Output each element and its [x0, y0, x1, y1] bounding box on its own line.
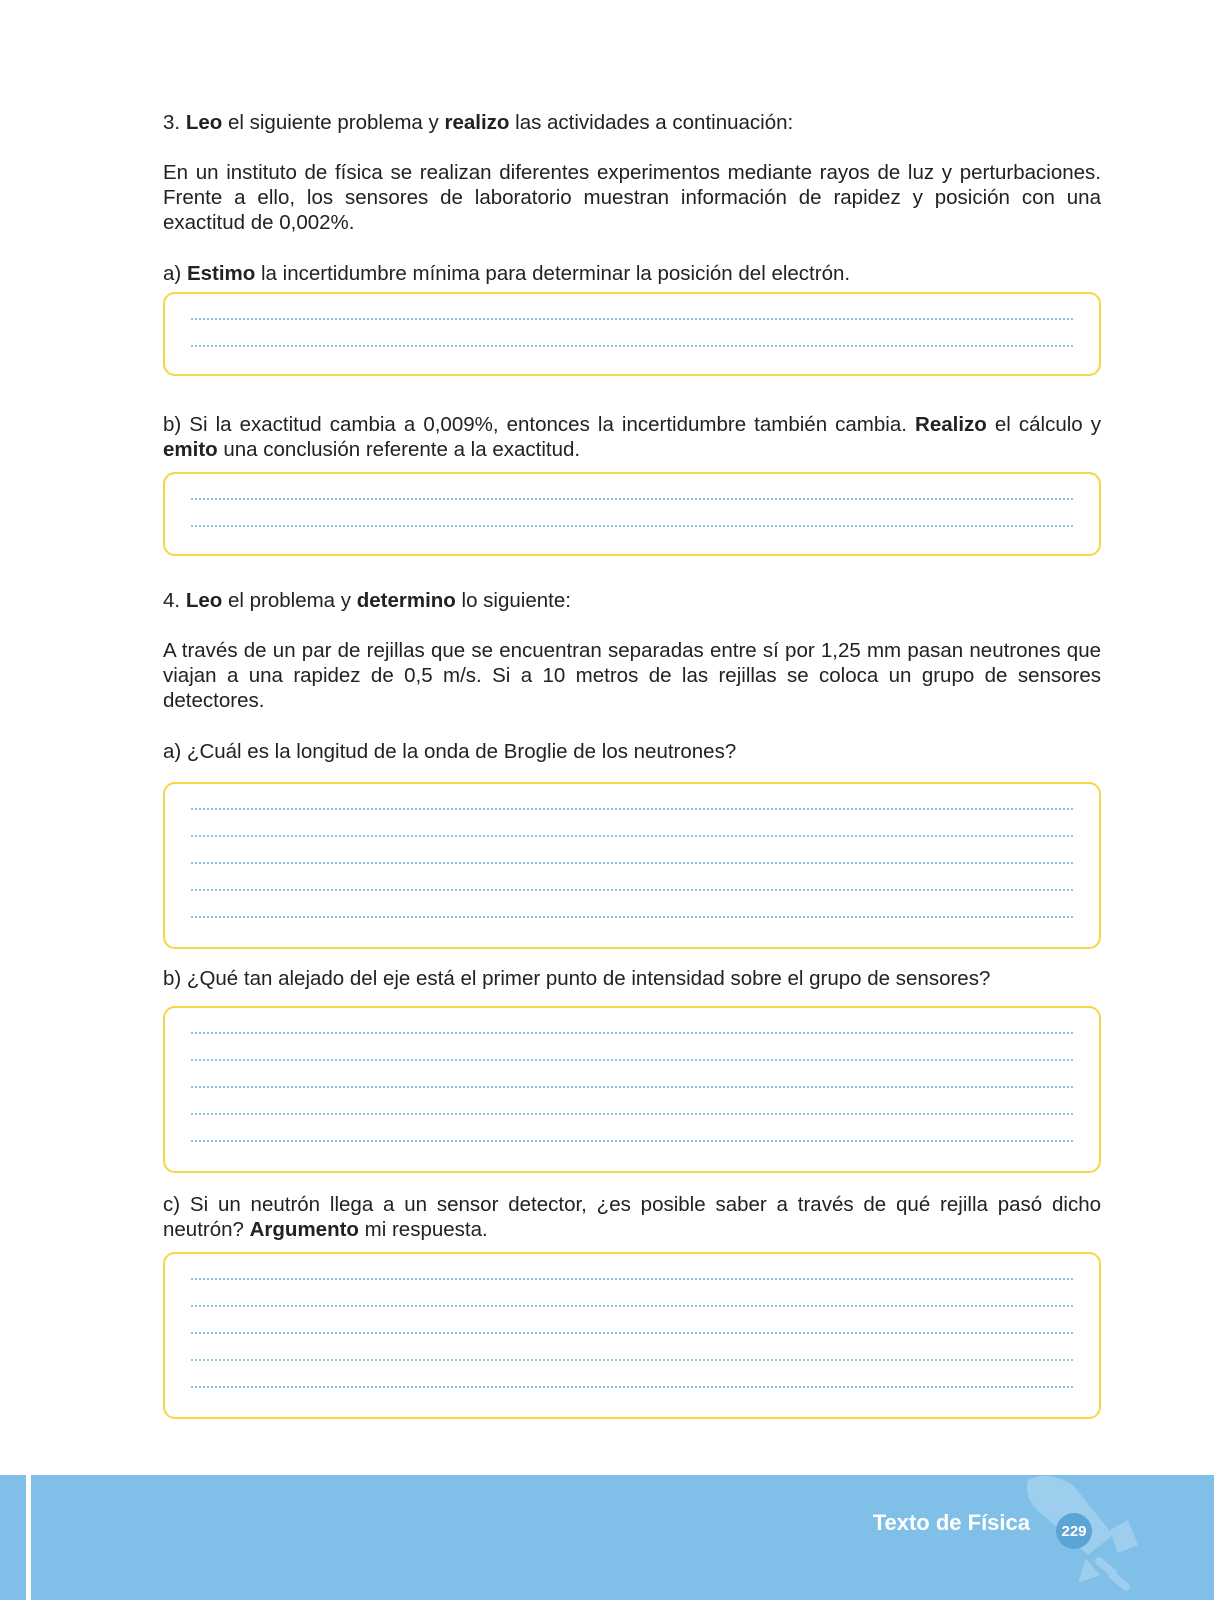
q4b-question: b) ¿Qué tan alejado del eje está el primer punto de intensidad sobre el grupo de sensores? [163, 967, 991, 990]
q4c-answer-box[interactable] [163, 1252, 1101, 1419]
answer-line [191, 1086, 1073, 1088]
book-title: Texto de Física [872, 1510, 1030, 1535]
answer-line [191, 835, 1073, 837]
answer-line [191, 1113, 1073, 1115]
q4a-answer-box[interactable] [163, 782, 1101, 949]
q3b-question: b) Si la exactitud cambia a 0,009%, entonces la incertidumbre también cambia. Realizo el cálculo y emito una conclusión referente a la exactitud. [163, 413, 1102, 461]
page-number-badge: 229 [1056, 1513, 1092, 1549]
page-footer [0, 1475, 1214, 1600]
answer-line [191, 916, 1073, 918]
footer-stripe [26, 1475, 31, 1600]
answer-line [191, 1032, 1073, 1034]
q4-instruction: 4. Leo el problema y determino lo siguiente: [163, 589, 571, 612]
answer-line [191, 1059, 1073, 1061]
q3-instruction: 3. Leo el siguiente problema y realizo las actividades a continuación: [163, 111, 794, 134]
q4a-question: a) ¿Cuál es la longitud de la onda de Broglie de los neutrones? [163, 740, 737, 763]
answer-line [191, 525, 1073, 527]
answer-line [191, 1359, 1073, 1361]
q3b-answer-box[interactable] [163, 472, 1101, 556]
q3a-question: a) Estimo la incertidumbre mínima para determinar la posición del electrón. [163, 262, 851, 285]
answer-line [191, 1305, 1073, 1307]
answer-line [191, 1140, 1073, 1142]
answer-line [191, 808, 1073, 810]
answer-line [191, 1386, 1073, 1388]
q3-problem-text: En un instituto de física se realizan diferentes experimentos mediante rayos de luz y perturbaciones. Frente a ello, los sensores de laboratorio muestran información de rapidez y posición con una exactitud de 0,002%. [163, 161, 1101, 234]
q4-problem-text: A través de un par de rejillas que se encuentran separadas entre sí por 1,25 mm pasan neutrones que viajan a una rapidez de 0,5 m/s. Si a 10 metros de las rejillas se coloca un grupo de sensores detectores. [163, 639, 1101, 712]
answer-line [191, 889, 1073, 891]
answer-line [191, 1332, 1073, 1334]
q4b-answer-box[interactable] [163, 1006, 1101, 1173]
answer-line [191, 498, 1073, 500]
answer-line [191, 345, 1073, 347]
q3a-answer-box[interactable] [163, 292, 1101, 376]
answer-line [191, 862, 1073, 864]
answer-line [191, 318, 1073, 320]
answer-line [191, 1278, 1073, 1280]
q4c-question: c) Si un neutrón llega a un sensor detector, ¿es posible saber a través de qué rejilla pasó dicho neutrón? Argumento mi respuesta. [163, 1193, 1101, 1241]
